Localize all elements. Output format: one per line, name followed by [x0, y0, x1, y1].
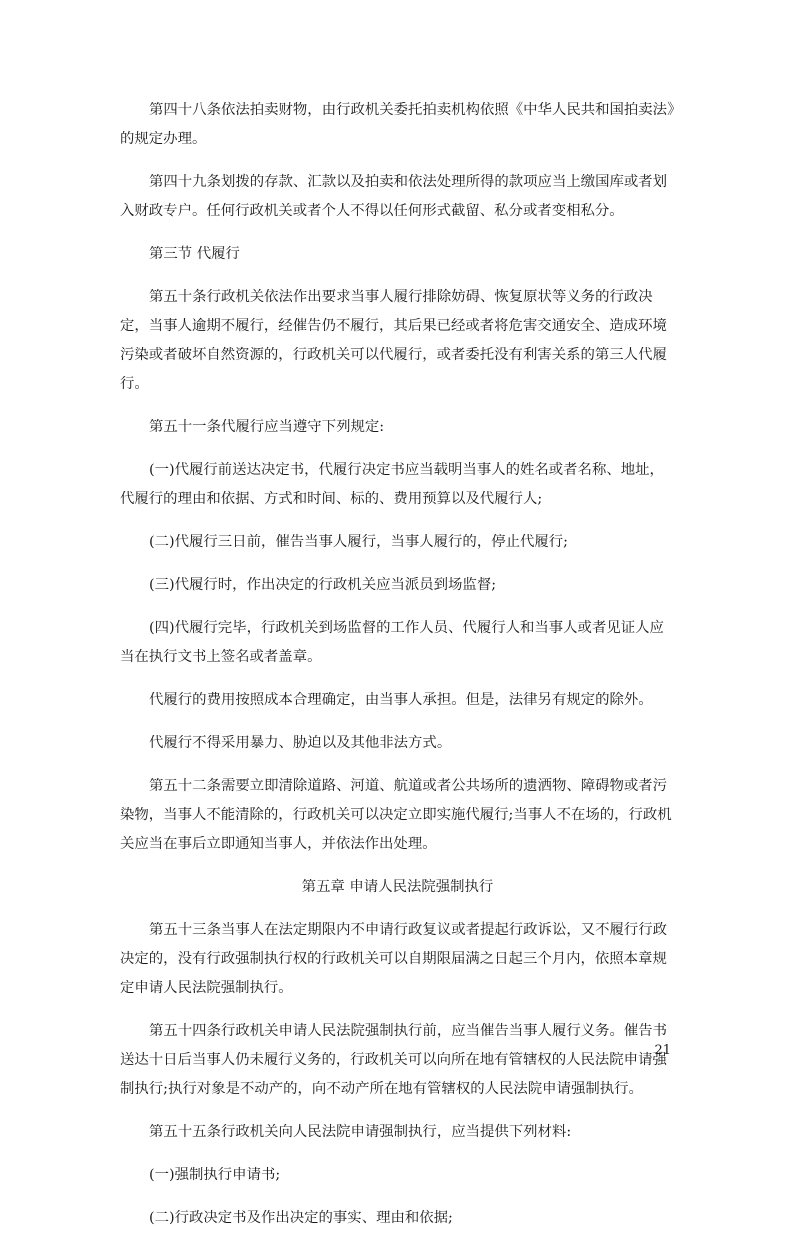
article-52: 第五十二条需要立即清除道路、河道、航道或者公共场所的遗洒物、障碍物或者污染物，当事人不能清除的，行政机关可以决定立即实施代履行;当事人不在场的，行政机关应当在事后立即通知当事人，并依法作出处理。: [120, 778, 672, 852]
article-55: 第五十五条行政机关向人民法院申请强制执行，应当提供下列材料:: [149, 1124, 572, 1140]
article-54: 第五十四条行政机关申请人民法院强制执行前，应当催告当事人履行义务。催告书送达十日后当事人仍未履行义务的，行政机关可以向所在地有管辖权的人民法院申请强制执行;执行对象是不动产的，向不动产所在地有管辖权的人民法院申请强制执行。: [120, 1023, 668, 1097]
article-55-item-1: (一)强制执行申请书;: [149, 1167, 281, 1183]
article-48: 第四十八条依法拍卖财物，由行政机关委托拍卖机构依照《中华人民共和国拍卖法》的规定办理。: [120, 102, 675, 147]
article-51-item-1: (一)代履行前送达决定书，代履行决定书应当载明当事人的姓名或者名称、地址，代履行的理由和依据、方式和时间、标的、费用预算以及代履行人;: [120, 462, 664, 507]
article-51-item-2: (二)代履行三日前，催告当事人履行，当事人履行的，停止代履行;: [149, 534, 569, 550]
page-body: [120, 96, 675, 1247]
prohibition-clause: 代履行不得采用暴力、胁迫以及其他非法方式。: [149, 735, 452, 751]
article-51: 第五十一条代履行应当遵守下列规定:: [149, 419, 385, 435]
section-heading: 第三节 代履行: [149, 246, 240, 262]
article-51-item-4: (四)代履行完毕，行政机关到场监督的工作人员、代履行人和当事人或者见证人应当在执行文书上签名或者盖章。: [120, 620, 664, 665]
article-50: 第五十条行政机关依法作出要求当事人履行排除妨碍、恢复原状等义务的行政决定，当事人逾期不履行，经催告仍不履行，其后果已经或者将危害交通安全、造成环境污染或者破坏自然资源的，行政机关可以代履行，或者委托没有利害关系的第三人代履行。: [120, 289, 667, 392]
cost-clause: 代履行的费用按照成本合理确定，由当事人承担。但是，法律另有规定的除外。: [149, 692, 653, 708]
article-51-item-3: (三)代履行时，作出决定的行政机关应当派员到场监督;: [149, 577, 497, 593]
article-55-item-2: (二)行政决定书及作出决定的事实、理由和依据;: [149, 1210, 453, 1226]
page-number: 21: [654, 1043, 671, 1058]
chapter-heading: 第五章 申请人民法院强制执行: [301, 879, 494, 895]
article-49: 第四十九条划拨的存款、汇款以及拍卖和依法处理所得的款项应当上缴国库或者划入财政专户。任何行政机关或者个人不得以任何形式截留、私分或者变相私分。: [120, 174, 668, 219]
article-53: 第五十三条当事人在法定期限内不申请行政复议或者提起行政诉讼，又不履行行政决定的，没有行政强制执行权的行政机关可以自期限届满之日起三个月内，依照本章规定申请人民法院强制执行。: [120, 922, 668, 996]
